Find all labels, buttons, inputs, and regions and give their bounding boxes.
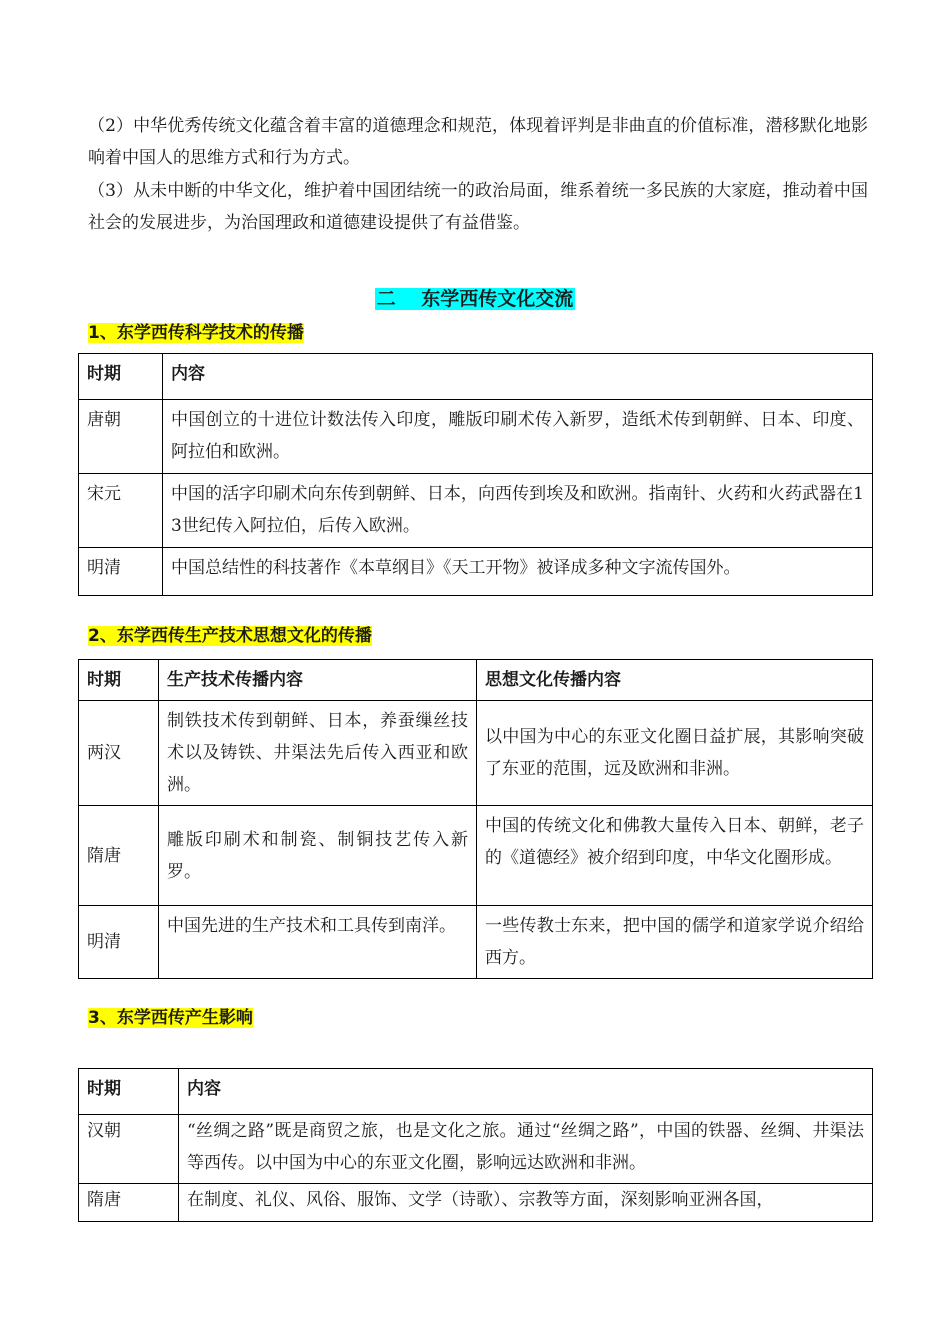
cell-tech: 雕版印刷术和制瓷、制铜技艺传入新罗。 xyxy=(159,806,477,906)
header-culture: 思想文化传播内容 xyxy=(477,660,873,701)
header-period: 时期 xyxy=(79,1069,179,1115)
table-row xyxy=(79,1115,873,1184)
intro-paragraph-2: （2）中华优秀传统文化蕴含着丰富的道德理念和规范，体现着评判是非曲直的价值标准，潜移默化地影响着中国人的思维方式和行为方式。 xyxy=(88,116,868,168)
cell-period: 宋元 xyxy=(79,474,163,548)
intro-paragraph-3: （3）从未中断的中华文化，维护着中国团结统一的政治局面，维系着统一多民族的大家庭，推动着中国社会的发展进步，为治国理政和道德建设提供了有益借鉴。 xyxy=(88,181,868,233)
subheading-3-text: 3、东学西传产生影响 xyxy=(88,1008,253,1028)
table-header-row xyxy=(79,1069,873,1115)
header-content: 内容 xyxy=(163,354,873,400)
table-row xyxy=(79,1184,873,1222)
cell-period: 明清 xyxy=(79,548,163,596)
header-tech: 生产技术传播内容 xyxy=(159,660,477,701)
cell-period: 隋唐 xyxy=(79,806,159,906)
cell-period: 唐朝 xyxy=(79,400,163,474)
header-period: 时期 xyxy=(79,660,159,701)
cell-content: 在制度、礼仪、风俗、服饰、文学（诗歌）、宗教等方面，深刻影响亚洲各国， xyxy=(179,1184,873,1222)
table-row xyxy=(79,548,873,596)
subheading-1 xyxy=(88,321,304,345)
subheading-2 xyxy=(88,624,372,648)
section-title-text: 二 东学西传文化交流 xyxy=(376,288,574,310)
cell-culture: 中国的传统文化和佛教大量传入日本、朝鲜，老子的《道德经》被介绍到印度，中华文化圈形成。 xyxy=(477,806,873,906)
subheading-1-text: 1、东学西传科学技术的传播 xyxy=(88,323,304,343)
header-content: 内容 xyxy=(179,1069,873,1115)
table-row xyxy=(79,806,873,906)
table-row xyxy=(79,906,873,979)
cell-tech: 中国先进的生产技术和工具传到南洋。 xyxy=(159,906,477,979)
cell-culture: 以中国为中心的东亚文化圈日益扩展，其影响突破了东亚的范围，远及欧洲和非洲。 xyxy=(477,701,873,806)
cell-content: 中国总结性的科技著作《本草纲目》《天工开物》被译成多种文字流传国外。 xyxy=(163,548,873,596)
cell-culture: 一些传教士东来，把中国的儒学和道家学说介绍给西方。 xyxy=(477,906,873,979)
cell-content: 中国创立的十进位计数法传入印度，雕版印刷术传入新罗，造纸术传到朝鲜、日本、印度、阿拉伯和欧洲。 xyxy=(163,400,873,474)
table-row xyxy=(79,701,873,806)
table-production-culture xyxy=(78,659,873,979)
header-period: 时期 xyxy=(79,354,163,400)
cell-tech: 制铁技术传到朝鲜、日本，养蚕缫丝技术以及铸铁、井渠法先后传入西亚和欧洲。 xyxy=(159,701,477,806)
cell-period: 明清 xyxy=(79,906,159,979)
cell-period: 隋唐 xyxy=(79,1184,179,1222)
cell-period: 汉朝 xyxy=(79,1115,179,1184)
table-header-row xyxy=(79,660,873,701)
cell-content: “丝绸之路”既是商贸之旅，也是文化之旅。通过“丝绸之路”，中国的铁器、丝绸、井渠法等西传。以中国为中心的东亚文化圈，影响远达欧洲和非洲。 xyxy=(179,1115,873,1184)
subheading-2-text: 2、东学西传生产技术思想文化的传播 xyxy=(88,626,372,646)
cell-period: 两汉 xyxy=(79,701,159,806)
section-title xyxy=(0,284,950,314)
subheading-3 xyxy=(88,1006,253,1030)
table-influence xyxy=(78,1068,873,1222)
table-science-tech xyxy=(78,353,873,596)
table-row xyxy=(79,474,873,548)
cell-content: 中国的活字印刷术向东传到朝鲜、日本，向西传到埃及和欧洲。指南针、火药和火药武器在13世纪传入阿拉伯，后传入欧洲。 xyxy=(163,474,873,548)
table-row xyxy=(79,400,873,474)
table-header-row xyxy=(79,354,873,400)
